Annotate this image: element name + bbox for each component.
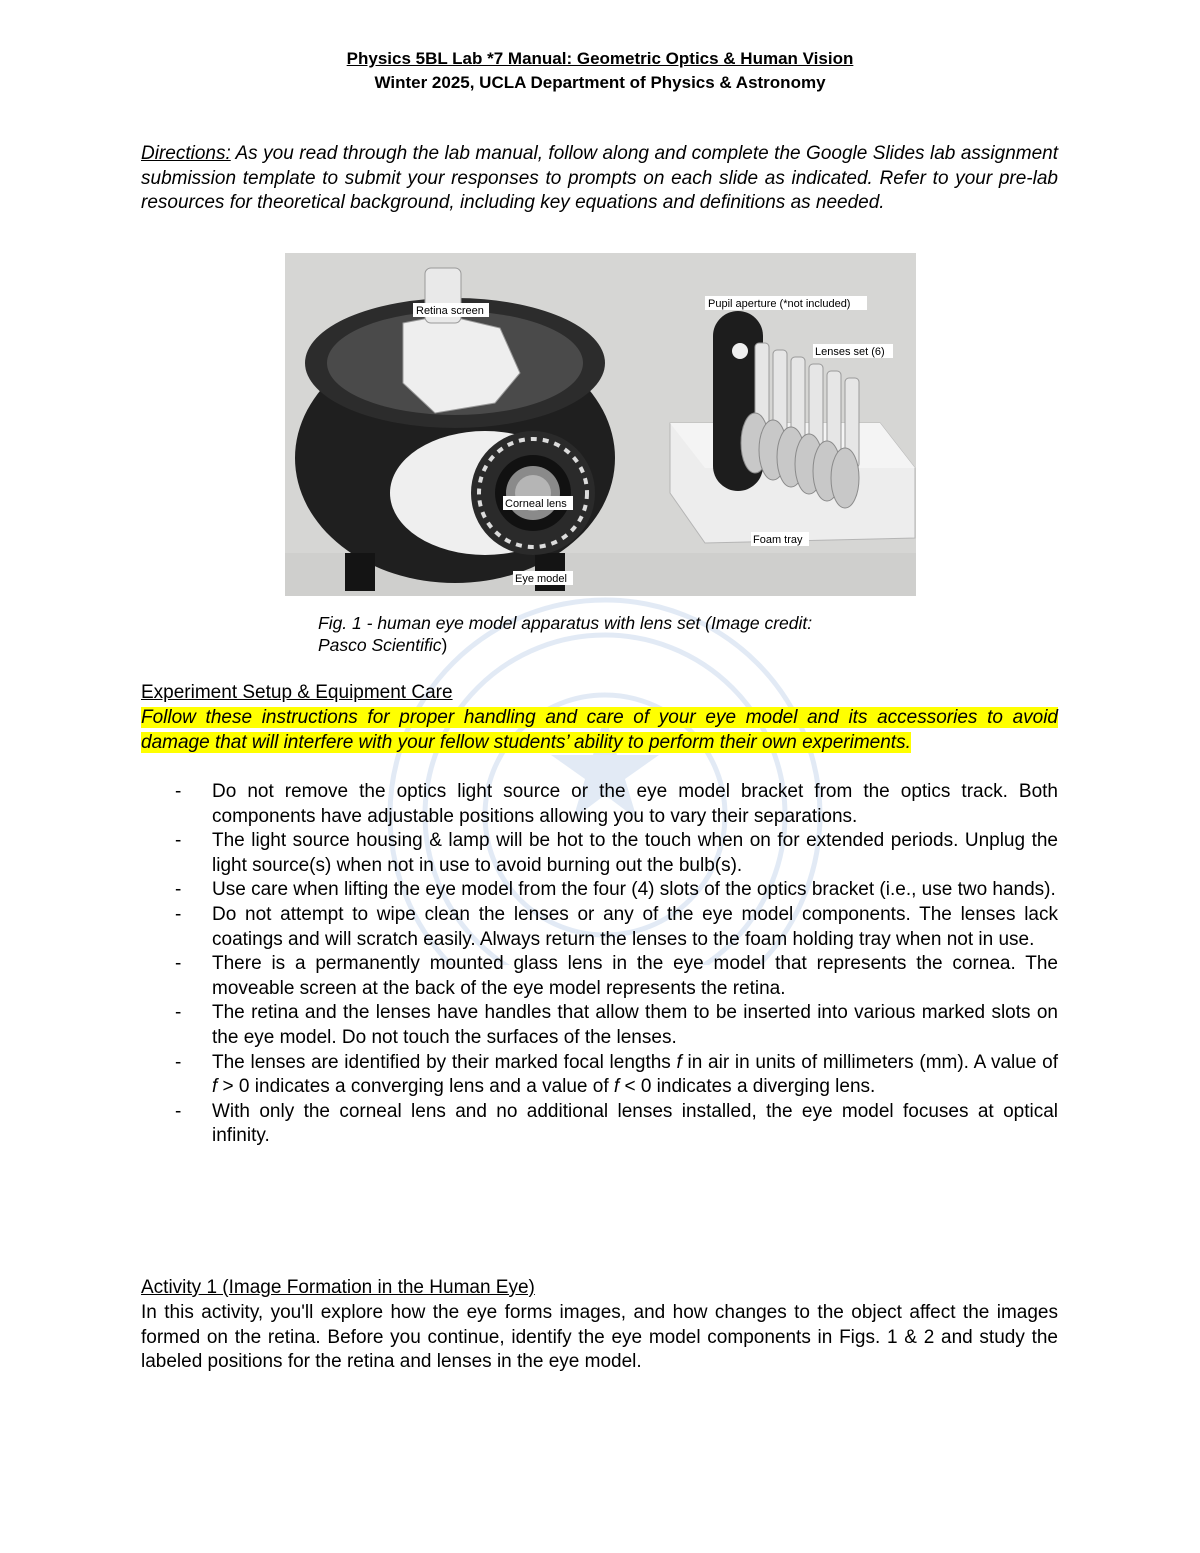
retina-screen-label: Retina screen: [416, 305, 484, 317]
foam-tray-label: Foam tray: [753, 534, 803, 546]
document-title: Physics 5BL Lab *7 Manual: Geometric Optics & Human Vision: [346, 49, 854, 68]
list-item-text: in air in units of millimeters (mm). A value of: [681, 1051, 1058, 1073]
lenses-set-label: Lenses set (6): [815, 346, 885, 358]
list-item-text: Do not remove the optics light source or the eye model bracket from the optics track. Both components have adjustable positions allowing you to vary their separations.: [212, 781, 1058, 827]
list-item-text: Do not attempt to wipe clean the lenses or any of the eye model components. The lenses lack coatings and will scratch easily. Always return the lenses to the foam holding tray when not in use.: [212, 903, 1058, 950]
setup-warning-text: Follow these instructions for proper handling and care of your eye model and its accessories to avoid damage that will interfere with your fellow students’ ability to perform their own experiments.: [141, 707, 1058, 753]
list-item-text: The lenses are identified by their marked focal lengths: [212, 1051, 677, 1073]
document-subtitle: Winter 2025, UCLA Department of Physics & Astronomy: [374, 73, 826, 92]
list-item: [141, 1001, 1058, 1050]
list-item: [141, 1100, 1058, 1149]
document-header: [0, 47, 1200, 95]
setup-warning-paragraph: [141, 706, 1058, 755]
list-item: [141, 1051, 1058, 1100]
activity1-title: Activity 1 (Image Formation in the Human Eye): [141, 1277, 535, 1298]
setup-section-title: Experiment Setup & Equipment Care: [141, 682, 453, 703]
directions-text: As you read through the lab manual, follow along and complete the Google Slides lab assignment submission template to submit your responses to prompts on each slide as indicated. Refer to your pre-lab resources for theoretical background, including key equations and definitions as needed.: [141, 143, 1058, 214]
list-item-text: The retina and the lenses have handles that allow them to be inserted into various marked slots on the eye model. Do not touch the surfaces of the lenses.: [212, 1002, 1058, 1048]
directions-label: Directions:: [141, 143, 231, 164]
list-item: [141, 878, 1058, 903]
directions-paragraph: [141, 142, 1058, 216]
list-item-text: > 0 indicates a converging lens and a value of: [217, 1076, 614, 1098]
pupil-aperture-label: Pupil aperture (*not included): [708, 298, 851, 310]
list-dash: -: [175, 1051, 182, 1073]
list-dash: -: [175, 879, 182, 901]
list-item: [141, 903, 1058, 952]
caption-line1: Fig. 1 - human eye model apparatus with lens set (Image credit:: [318, 613, 813, 633]
list-dash: -: [175, 1002, 182, 1024]
list-dash: -: [175, 953, 182, 975]
setup-instructions-list: [141, 780, 1058, 1149]
list-item-text: There is a permanently mounted glass lens in the eye model that represents the cornea. The moveable screen at the back of the eye model represents the retina.: [212, 953, 1058, 999]
figure-caption: [318, 612, 918, 656]
list-dash: -: [175, 903, 182, 925]
list-item: [141, 952, 1058, 1001]
list-item-text: < 0 indicates a diverging lens.: [619, 1076, 876, 1098]
focal-length-symbol: f: [676, 1051, 682, 1073]
corneal-lens-label: Corneal lens: [505, 498, 567, 510]
activity1-paragraph: In this activity, you'll explore how the eye forms images, and how changes to the object affect the images formed on the retina. Before you continue, identify the eye model components in Figs. 1 & 2 and study the labeled positions for the retina and lenses in the eye model.: [141, 1302, 1058, 1373]
eye-model-illustration: [285, 253, 916, 596]
focal-length-symbol: f: [613, 1076, 620, 1098]
caption-line2: Pasco Scientific: [318, 635, 442, 655]
list-item: [141, 780, 1058, 829]
list-item: [141, 829, 1058, 878]
eye-model-photo: [285, 253, 916, 596]
list-item-text: With only the corneal lens and no additional lenses installed, the eye model focuses at optical infinity.: [212, 1100, 1058, 1147]
list-item-text: The light source housing & lamp will be hot to the touch when on for extended periods. Unplug the light source(s) when not in use to avoid burning out the bulb(s).: [212, 830, 1058, 876]
eye-model-label: Eye model: [515, 573, 567, 585]
caption-end: ): [441, 635, 448, 655]
list-dash: -: [175, 1100, 182, 1122]
list-dash: -: [175, 830, 182, 852]
list-dash: -: [175, 781, 182, 802]
focal-length-symbol: f: [212, 1076, 218, 1098]
list-item-text: Use care when lifting the eye model from the four (4) slots of the optics bracket (i.e., use two hands).: [212, 879, 1056, 901]
